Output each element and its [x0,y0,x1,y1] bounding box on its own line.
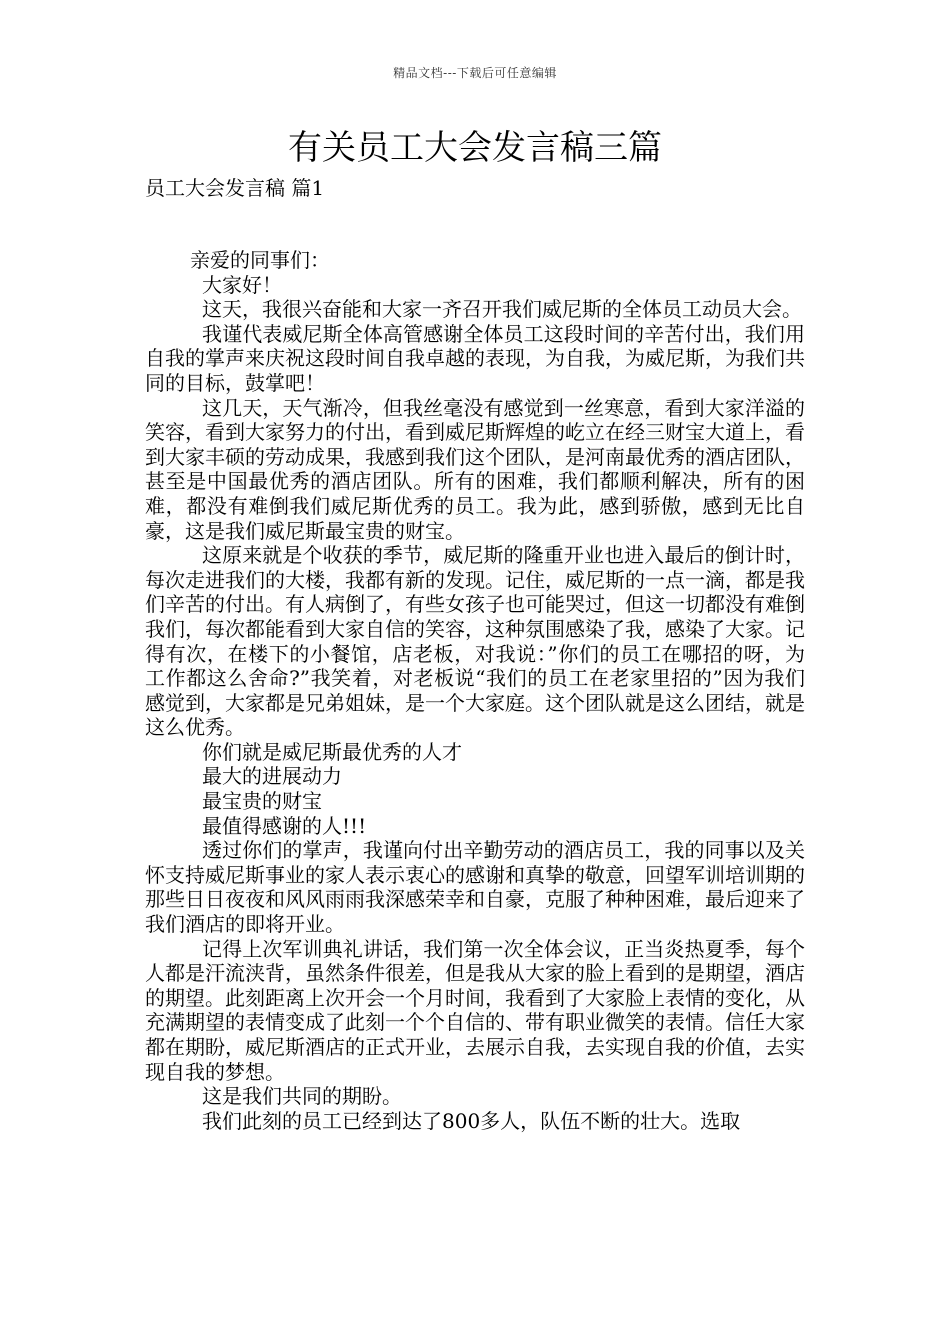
paragraph: 我们此刻的员工已经到达了800多人，队伍不断的壮大。选取 [202,1108,741,1133]
document-title: 有关员工大会发言稿三篇 [288,128,662,168]
paragraph: 最值得感谢的人!!! [202,813,367,838]
paragraph: 这原来就是个收获的季节，威尼斯的隆重开业也进入最后的倒计时，每次走进我们的大楼，我都有新的发现。记住，威尼斯的一点一滴，都是我们辛苦的付出。有人病倒了，有些女孩子也可能哭过，但这一切都没有难倒我们，每次都能看到大家自信的笑容，这种氛围感染了我，感染了大家。记得有次，在楼下的小餐馆，店老板，对我说：”你们的员工在哪招的呀，为工作都这么舍命?”我笑着，对老板说“我们的员工在老家里招的”因为我们感觉到，大家都是兄弟姐妹，是一个大家庭。这个团队就是这么团结，就是这么优秀。 [145,543,805,740]
salutation: 亲爱的同事们： [190,248,330,272]
paragraph: 最大的进展动力 [202,764,342,789]
paragraph: 你们就是威尼斯最优秀的人才 [202,739,462,764]
paragraph: 我谨代表威尼斯全体高管感谢全体员工这段时间的辛苦付出，我们用自我的掌声来庆祝这段时间自我卓越的表现，为自我，为威尼斯，为我们共同的目标，鼓掌吧！ [145,321,805,395]
document-body [145,248,805,1133]
header-note: 精品文档---下载后可任意编辑 [393,66,557,80]
paragraph: 这是我们共同的期盼。 [202,1084,402,1109]
paragraph: 这几天，天气渐冷，但我丝毫没有感觉到一丝寒意，看到大家洋溢的笑容，看到大家努力的付出，看到威尼斯辉煌的屹立在经三财宝大道上，看到大家丰硕的劳动成果，我感到我们这个团队，是河南最优秀的酒店团队，甚至是中国最优秀的酒店团队。所有的困难，我们都顺利解决，所有的困难，都没有难倒我们威尼斯优秀的员工。我为此，感到骄傲，感到无比自豪，这是我们威尼斯最宝贵的财宝。 [145,395,805,543]
paragraph: 记得上次军训典礼讲话，我们第一次全体会议，正当炎热夏季，每个人都是汗流浃背，虽然条件很差，但是我从大家的脸上看到的是期望，酒店的期望。此刻距离上次开会一个月时间，我看到了大家脸上表情的变化，从充满期望的表情变成了此刻一个个自信的、带有职业微笑的表情。信任大家都在期盼，威尼斯酒店的正式开业，去展示自我，去实现自我的价值，去实现自我的梦想。 [145,936,805,1084]
paragraph: 透过你们的掌声，我谨向付出辛勤劳动的酒店员工，我的同事以及关怀支持威尼斯事业的家人表示衷心的感谢和真挚的敬意，回望军训培训期的那些日日夜夜和风风雨雨我深感荣幸和自豪，克服了种种困难，最后迎来了我们酒店的即将开业。 [145,838,805,937]
paragraph: 这天，我很兴奋能和大家一齐召开我们威尼斯的全体员工动员大会。 [202,297,802,322]
paragraph: 最宝贵的财宝 [202,789,322,814]
greeting: 大家好！ [202,272,282,297]
document-subtitle: 员工大会发言稿 篇1 [145,176,325,200]
